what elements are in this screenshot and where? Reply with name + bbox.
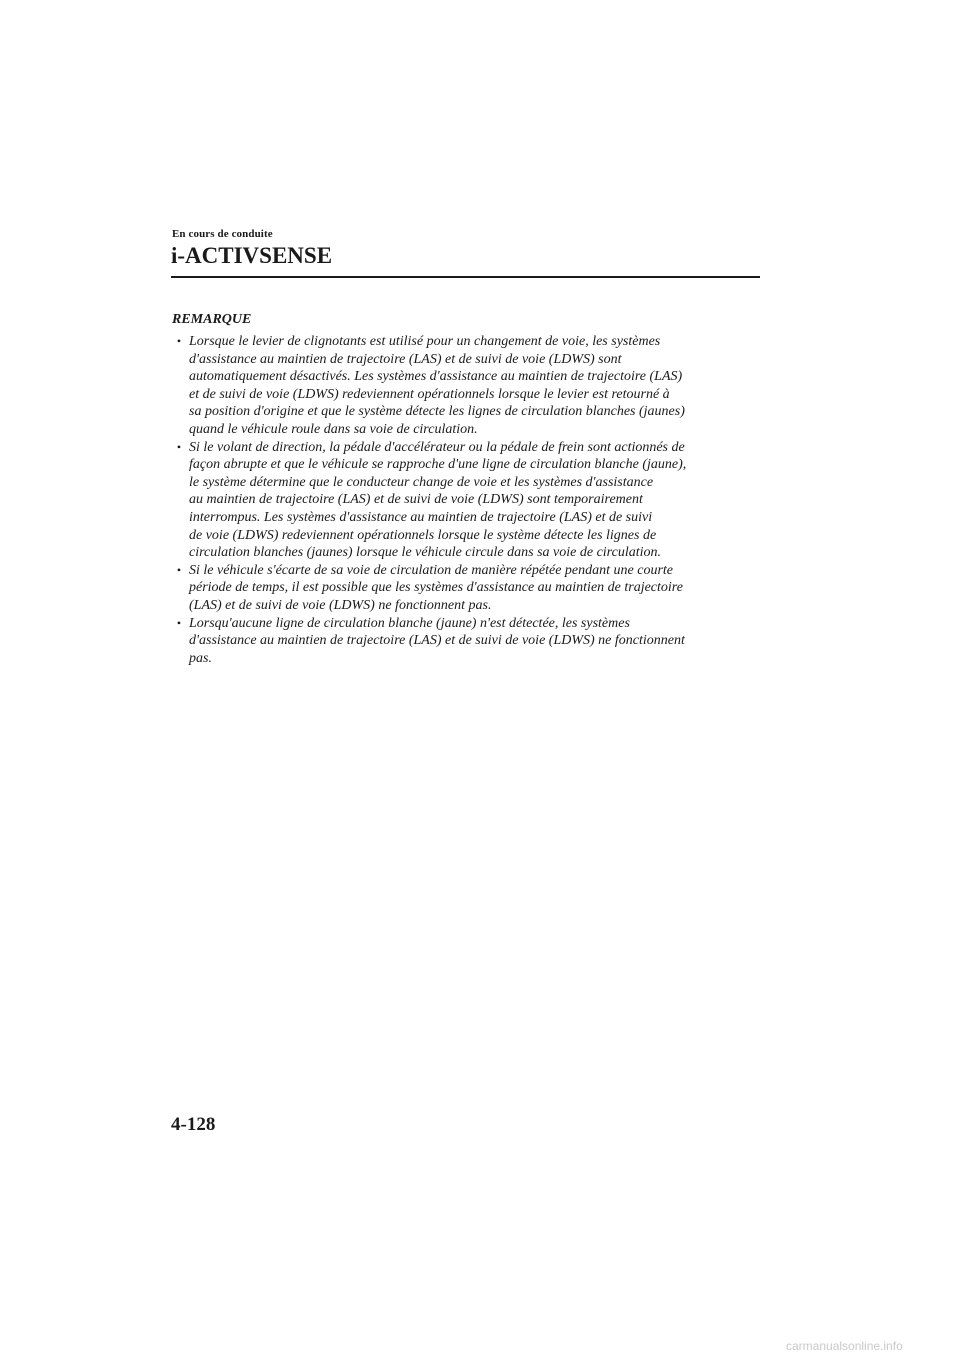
note-line: pas. (189, 650, 212, 666)
note-list (172, 333, 762, 667)
note-line: circulation blanches (jaunes) lorsque le véhicule circule dans sa voie de circulation. (189, 545, 661, 561)
note-line: d'assistance au maintien de trajectoire (LAS) et de suivi de voie (LDWS) ne fonctionnent (189, 633, 685, 649)
note-line: Si le volant de direction, la pédale d'accélérateur ou la pédale de frein sont actionnés de (189, 439, 685, 455)
bullet-icon: • (176, 562, 182, 577)
note-item (172, 439, 762, 562)
chapter-title: i-ACTIVSENSE (171, 243, 333, 268)
note-line: au maintien de trajectoire (LAS) et de suivi de voie (LDWS) sont temporairement (189, 492, 643, 508)
bullet-icon: • (176, 439, 182, 454)
bullet-icon: • (176, 615, 182, 630)
note-line: sa position d'origine et que le système détecte les lignes de circulation blanches (jaunes) (189, 404, 685, 420)
section-label: En cours de conduite (172, 228, 273, 240)
note-line: Si le véhicule s'écarte de sa voie de circulation de manière répétée pendant une courte (189, 562, 674, 578)
bullet-icon: • (176, 334, 182, 348)
header-divider (171, 276, 760, 278)
note-heading: REMARQUE (172, 312, 252, 327)
note-line: le système détermine que le conducteur change de voie et les systèmes d'assistance (189, 474, 654, 490)
note-line: et de suivi de voie (LDWS) redeviennent opérationnels lorsque le levier est retourné à (189, 386, 670, 402)
note-item (172, 615, 762, 668)
note-line: Lorsque le levier de clignotants est utilisé pour un changement de voie, les systèmes (189, 334, 661, 349)
note-line: (LAS) et de suivi de voie (LDWS) ne fonctionnent pas. (189, 597, 492, 613)
note-line: interrompus. Les systèmes d'assistance au maintien de trajectoire (LAS) et de suivi (189, 509, 653, 525)
note-item (172, 333, 762, 439)
note-line: période de temps, il est possible que les systèmes d'assistance au maintien de trajectoire (189, 580, 683, 596)
note-item (172, 562, 762, 615)
note-line: quand le véhicule roule dans sa voie de circulation. (189, 421, 478, 437)
watermark-text: carmanualsonline.info (786, 1339, 903, 1353)
note-line: de voie (LDWS) redeviennent opérationnels lorsque le système détecte les lignes de (189, 527, 657, 543)
note-line: façon abrupte et que le véhicule se rapproche d'une ligne de circulation blanche (jaune), (189, 457, 687, 473)
note-line: d'assistance au maintien de trajectoire (LAS) et de suivi de voie (LDWS) sont (189, 351, 622, 367)
page-number: 4-128 (171, 1114, 216, 1135)
note-line: automatiquement désactivés. Les systèmes d'assistance au maintien de trajectoire (LAS) (189, 369, 683, 385)
note-line: Lorsqu'aucune ligne de circulation blanche (jaune) n'est détectée, les systèmes (189, 615, 630, 631)
